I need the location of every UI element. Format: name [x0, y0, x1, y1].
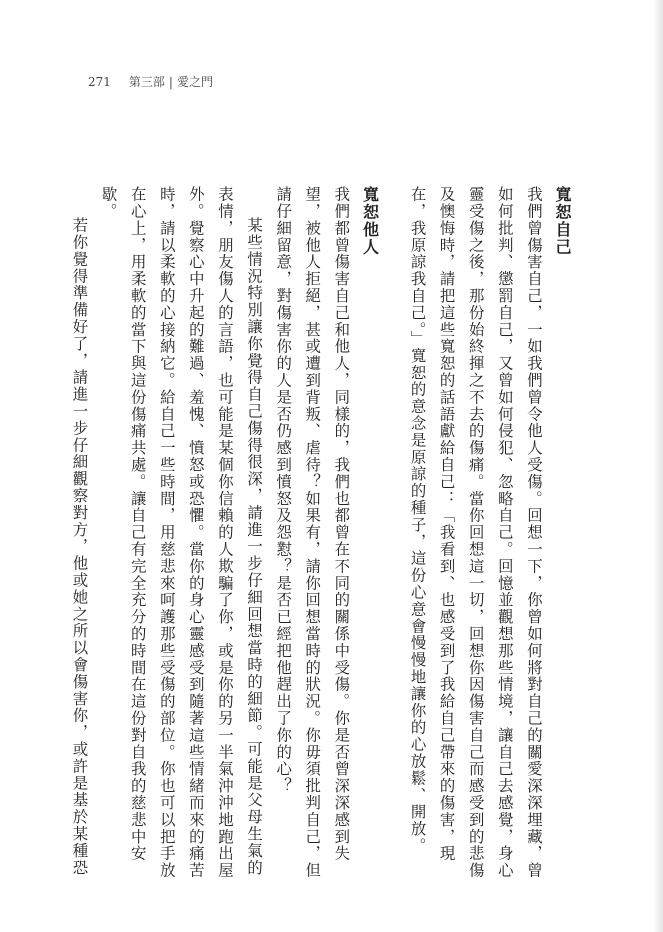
part-title: 第三部: [128, 75, 165, 89]
paragraph-forgive-others-2: 某些情況特別讓你覺得自己傷得很深，請進一步仔細回想當時的細節。可能是父母生氣的表情，朋友傷人的言語，也可能是某個你信賴的人欺騙了你，或是你的另一半氣沖沖地跑出屋外。覺察心中升起的難過、羞愧、憤怒或恐懼。當你的身心靈感受到隨著這些情緒而來的痛苦時，請以柔軟的心接納它。給自己一些時間，用慈悲來呵護那些受傷的部位。你也可以把手放在心上，用柔軟的當下與這份傷痛共處。讓自己有完全充分的時間在這份對自我的慈悲中安歇。: [99, 186, 264, 879]
vertical-body-text: [57, 186, 577, 891]
section-heading-forgive-others: 寬恕他人: [360, 186, 380, 256]
paragraph-forgive-others-1: 我們都曾傷害自己和他人，同樣的，我們也都曾在不同的關係中受傷。你是否曾深深感到失望，被他人拒絕，甚或遭到背叛、虐待？如果有，請你回想當時的狀況。你毋須批判自己，但請仔細留意，對傷害你的人是否仍感到憤怒及怨懟？是否已經把他趕出了你的心？: [274, 186, 351, 879]
paragraph-forgive-self: 我們曾傷害自己，一如我們曾令他人受傷。回想一下，你曾如何將對自己的關愛深深埋藏，曾如何批判、懲罰自己，又曾如何侵犯、忽略自己。回憶並觀想那些情境，讓自己去感覺，身心靈受傷之後，那份始終揮之不去的傷痛。當你回想這一切，回想你因傷害自己而感受到的悲傷及懊悔時，請把這些寬恕的話語獻給自己：「我看到、也感受到了我給自己帶來的傷害，現在，我原諒我自己。」寬恕的意念是原諒的種子，這份心意會慢慢地讓你的心放鬆、開放。: [408, 186, 543, 879]
chapter-title: 愛之門: [176, 75, 213, 89]
header-separator: |: [168, 74, 173, 89]
section-heading-forgive-self: 寬恕自己: [553, 186, 572, 256]
running-header: [88, 73, 213, 90]
page-number: 271: [88, 74, 111, 89]
paragraph-forgive-others-3: 若你覺得準備好了，請進一步仔細觀察對方，他或她之所以會傷害你，或許是基於某種恐: [70, 216, 89, 876]
page-edge-shadow: [653, 0, 663, 932]
